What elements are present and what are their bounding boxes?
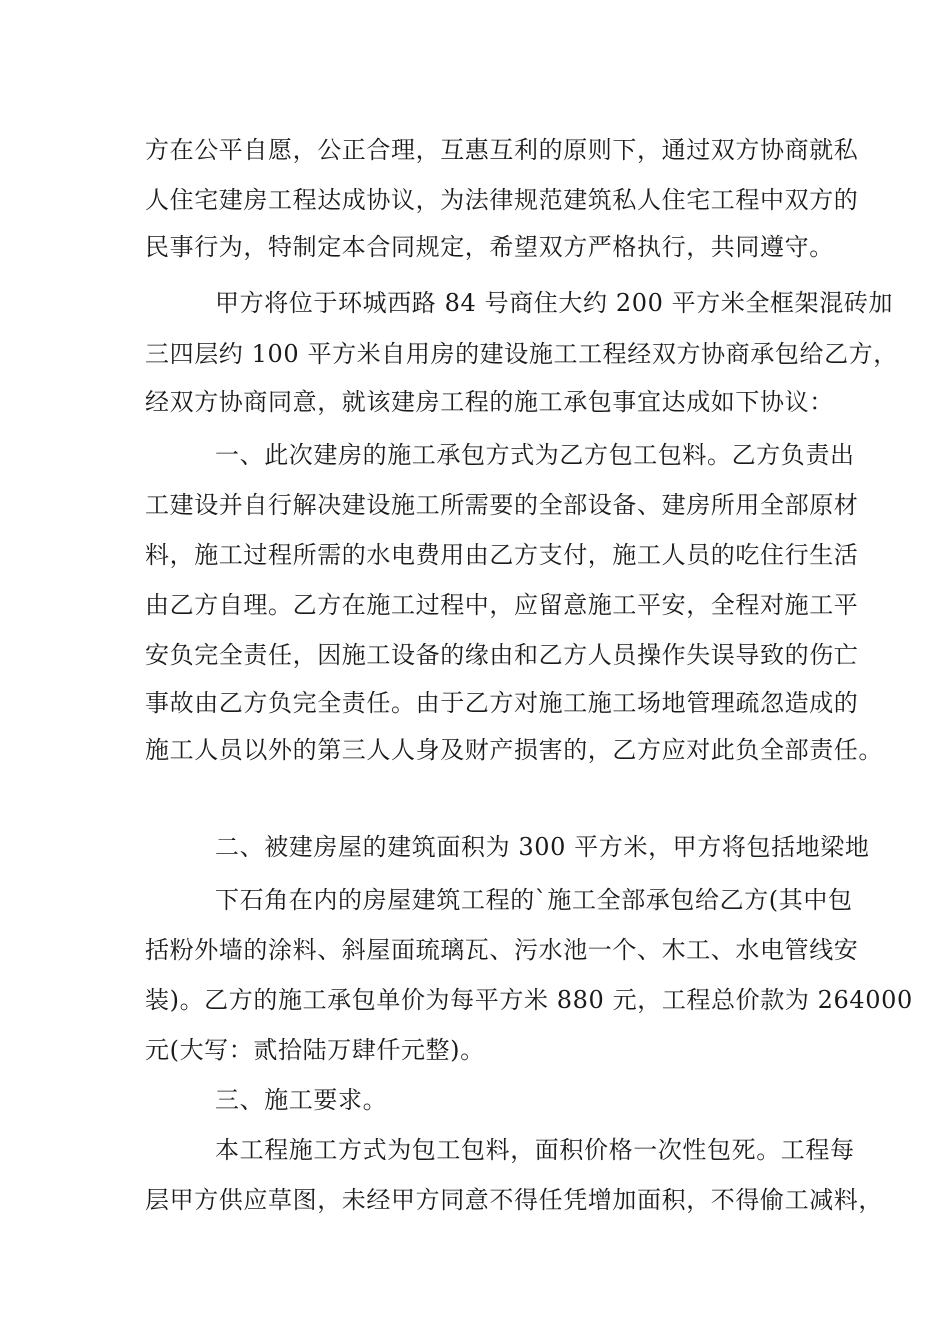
paragraph-line: 人住宅建房工程达成协议，为法律规范建筑私人住宅工程中双方的 (145, 186, 859, 214)
paragraph-line: 方在公平自愿，公正合理，互惠互利的原则下，通过双方协商就私 (145, 136, 859, 164)
paragraph-line: 甲方将位于环城西路 84 号商住大约 200 平方米全框架混砖加 (215, 289, 894, 317)
paragraph-line: 料，施工过程所需的水电费用由乙方支付，施工人员的吃住行生活 (145, 541, 859, 569)
paragraph-line: 元(大写：贰拾陆万肆仟元整)。 (145, 1036, 485, 1064)
section-one-line: 一、此次建房的施工承包方式为乙方包工包料。乙方负责出 (215, 441, 855, 469)
paragraph-line: 本工程施工方式为包工包料，面积价格一次性包死。工程每 (215, 1136, 855, 1164)
paragraph-line: 下石角在内的房屋建筑工程的`施工全部承包给乙方(其中包 (215, 886, 853, 914)
paragraph-line: 括粉外墙的涂料、斜屋面琉璃瓦、污水池一个、木工、水电管线安 (145, 936, 859, 964)
paragraph-line: 装)。乙方的施工承包单价为每平方米 880 元，工程总价款为 264000 (145, 986, 913, 1014)
paragraph-line: 施工人员以外的第三人人身及财产损害的，乙方应对此负全部责任。 (145, 736, 883, 764)
paragraph-line: 事故由乙方负完全责任。由于乙方对施工施工场地管理疏忽造成的 (145, 689, 859, 717)
paragraph-line: 层甲方供应草图，未经甲方同意不得任凭增加面积，不得偷工减料， (145, 1186, 883, 1214)
paragraph-line: 安负完全责任，因施工设备的缘由和乙方人员操作失误导致的伤亡 (145, 641, 859, 669)
section-two-line: 二、被建房屋的建筑面积为 300 平方米，甲方将包括地梁地 (215, 833, 870, 861)
paragraph-line: 工建设并自行解决建设施工所需要的全部设备、建房所用全部原材 (145, 491, 859, 519)
paragraph-line: 经双方协商同意，就该建房工程的施工承包事宜达成如下协议： (145, 388, 834, 416)
paragraph-line: 民事行为，特制定本合同规定，希望双方严格执行，共同遵守。 (145, 233, 834, 261)
paragraph-line: 由乙方自理。乙方在施工过程中，应留意施工平安，全程对施工平 (145, 591, 859, 619)
section-three-heading: 三、施工要求。 (215, 1086, 388, 1114)
paragraph-line: 三四层约 100 平方米自用房的建设施工工程经双方协商承包给乙方， (145, 340, 898, 368)
